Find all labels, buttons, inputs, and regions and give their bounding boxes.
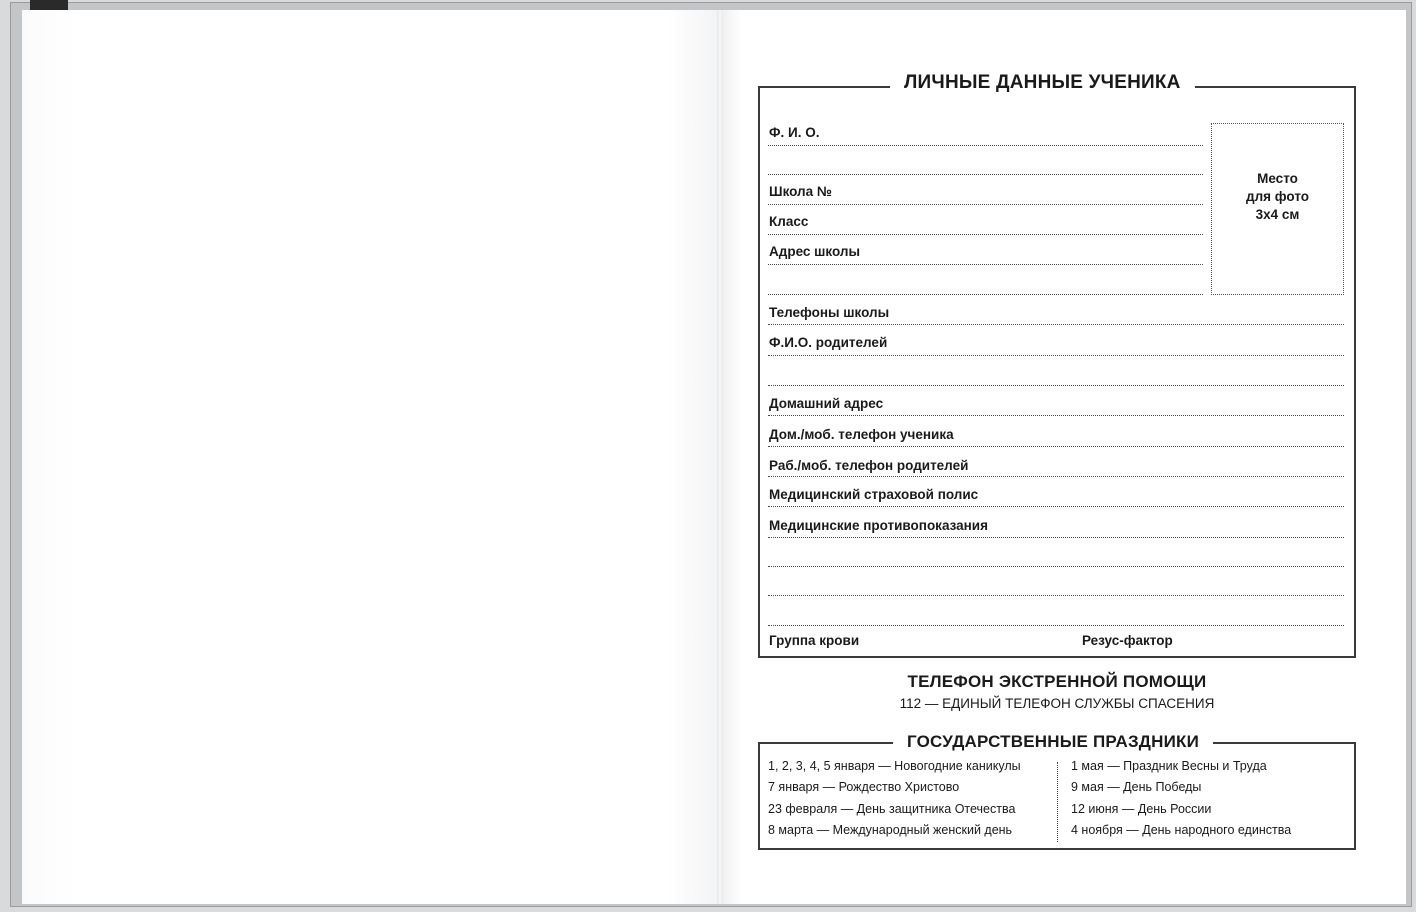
holiday-item: 4 ноября — День народного единства: [1071, 823, 1292, 837]
parents-phone-line[interactable]: [768, 476, 1344, 477]
school-phones-line[interactable]: [768, 324, 1344, 325]
blood-group-label: Группа крови: [769, 633, 860, 648]
left-page: [22, 10, 722, 904]
contraindications-label: Медицинские противопоказания: [769, 518, 988, 533]
contraindications-line-1[interactable]: [768, 537, 1344, 538]
emergency-title: ТЕЛЕФОН ЭКСТРЕННОЙ ПОМОЩИ: [907, 672, 1207, 691]
school-number-label: Школа №: [769, 184, 832, 199]
parents-fio-label: Ф.И.О. родителей: [769, 335, 888, 350]
fio-line-2[interactable]: [768, 174, 1203, 175]
school-number-line[interactable]: [768, 204, 1203, 205]
holiday-item: 7 января — Рождество Христово: [768, 780, 960, 794]
holiday-item: 1 мая — Праздник Весны и Труда: [1071, 759, 1267, 773]
holiday-item: 12 июня — День России: [1071, 802, 1212, 816]
student-phone-label: Дом./моб. телефон ученика: [769, 427, 954, 442]
fio-label: Ф. И. О.: [769, 125, 820, 140]
personal-data-title: ЛИЧНЫЕ ДАННЫЕ УЧЕНИКА: [890, 72, 1195, 94]
holiday-item: 9 мая — День Победы: [1071, 780, 1202, 794]
school-address-line-1[interactable]: [768, 264, 1203, 265]
photo-caption-line-2: для фото: [1246, 189, 1309, 204]
home-address-label: Домашний адрес: [769, 396, 884, 411]
holiday-item: 8 марта — Международный женский день: [768, 823, 1013, 837]
parents-fio-line-1[interactable]: [768, 355, 1344, 356]
student-phone-line[interactable]: [768, 446, 1344, 447]
photo-placeholder: [1211, 123, 1344, 295]
insurance-label: Медицинский страховой полис: [769, 487, 979, 502]
parents-phone-label: Раб./моб. телефон родителей: [769, 458, 969, 473]
contraindications-line-4[interactable]: [768, 625, 1344, 626]
holidays-divider: [1057, 762, 1058, 842]
page-gutter: [717, 10, 723, 904]
emergency-subtitle: 112 — ЕДИНЫЙ ТЕЛЕФОН СЛУЖБЫ СПАСЕНИЯ: [899, 696, 1215, 711]
contraindications-line-2[interactable]: [768, 566, 1344, 567]
parents-fio-line-2[interactable]: [768, 385, 1344, 386]
contraindications-line-3[interactable]: [768, 595, 1344, 596]
holidays-title: ГОСУДАРСТВЕННЫЕ ПРАЗДНИКИ: [893, 732, 1213, 752]
home-address-line[interactable]: [768, 415, 1344, 416]
insurance-line[interactable]: [768, 506, 1344, 507]
school-address-label: Адрес школы: [769, 244, 860, 259]
photo-caption-line-3: 3х4 см: [1255, 207, 1300, 222]
school-phones-label: Телефоны школы: [769, 305, 890, 320]
holiday-item: 23 февраля — День защитника Отечества: [768, 802, 1016, 816]
cover-corner-mark: [30, 0, 68, 10]
fio-line-1[interactable]: [768, 145, 1203, 146]
class-label: Класс: [769, 214, 809, 229]
class-line[interactable]: [768, 234, 1203, 235]
holiday-item: 1, 2, 3, 4, 5 января — Новогодние каникулы: [768, 759, 1021, 773]
photo-caption-line-1: Место: [1257, 171, 1298, 186]
school-address-line-2[interactable]: [768, 294, 1203, 295]
rh-factor-label: Резус-фактор: [1082, 633, 1173, 648]
